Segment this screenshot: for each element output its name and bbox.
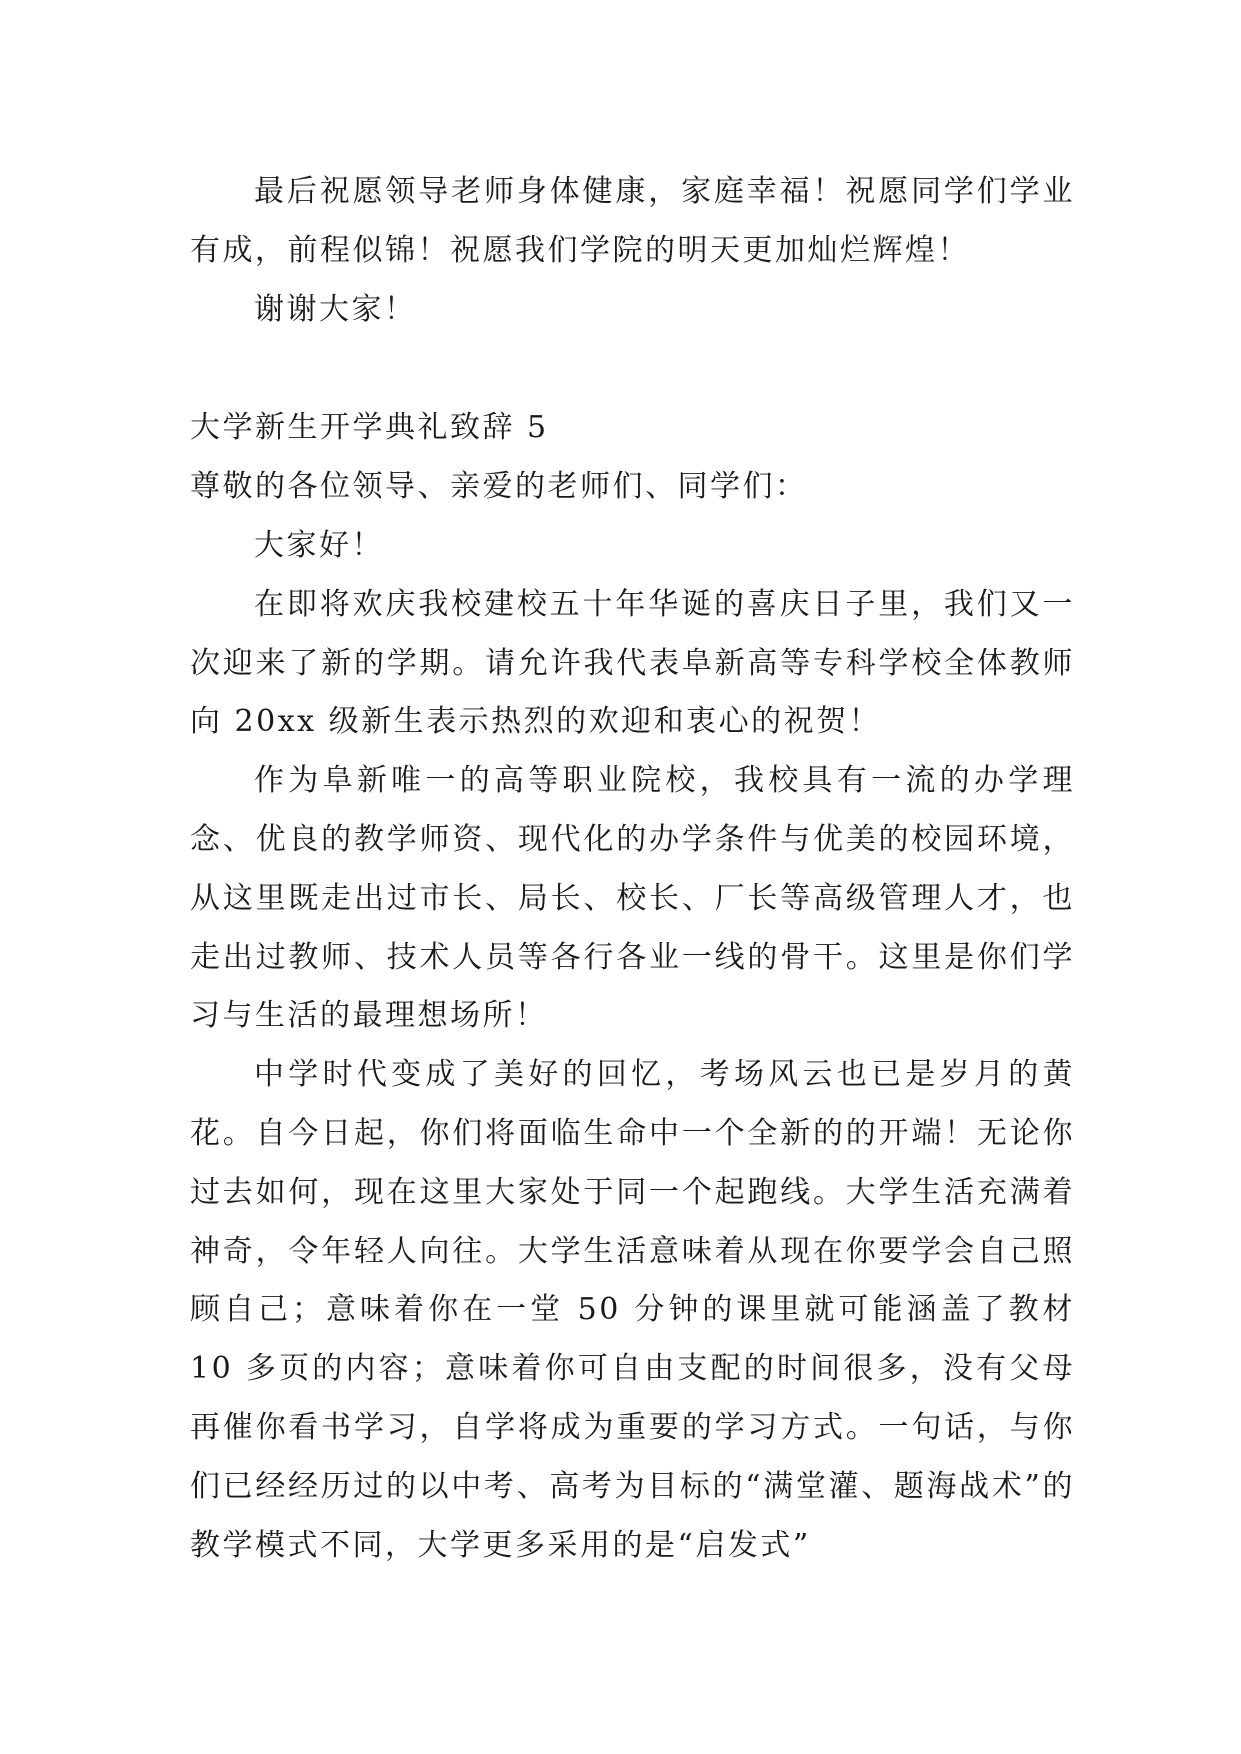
document-body <box>190 163 1075 1575</box>
greeting-paragraph: 大家好！ <box>254 527 384 563</box>
thanks-paragraph: 谢谢大家！ <box>254 291 417 327</box>
body-paragraph: 在即将欢庆我校建校五十年华诞的喜庆日子里，我们又一次迎来了新的学期。请允许我代表阜新高等专科学校全体教师向 20xx 级新生表示热烈的欢迎和衷心的祝贺！ <box>190 586 1075 740</box>
body-paragraph: 中学时代变成了美好的回忆，考场风云也已是岁月的黄花。自今日起，你们将面临生命中一个全新的的开端！无论你过去如何，现在这里大家处于同一个起跑线。大学生活充满着神奇，令年轻人向往。大学生活意味着从现在你要学会自己照顾自己；意味着你在一堂 50 分钟的课里就可能涵盖了教材 10 多页的内容；意味着你可自由支配的时间很多，没有父母再催你看书学习，自学将成为重要的学习方式。一句话，与你们已经经历过的以中考、高考为目标的“满堂灌、题海战术”的教学模式不同，大学更多采用的是“启发式” <box>190 1057 1075 1563</box>
body-paragraph: 作为阜新唯一的高等职业院校，我校具有一流的办学理念、优良的教学师资、现代化的办学条件与优美的校园环境，从这里既走出过市长、局长、校长、厂长等高级管理人才，也走出过教师、技术人员等各行各业一线的骨干。这里是你们学习与生活的最理想场所！ <box>190 763 1075 1034</box>
closing-wishes-paragraph: 最后祝愿领导老师身体健康，家庭幸福！祝愿同学们学业有成，前程似锦！祝愿我们学院的明天更加灿烂辉煌！ <box>190 174 1075 268</box>
section-title: 大学新生开学典礼致辞 5 <box>190 410 549 446</box>
salutation-line: 尊敬的各位领导、亲爱的老师们、同学们： <box>190 469 808 505</box>
